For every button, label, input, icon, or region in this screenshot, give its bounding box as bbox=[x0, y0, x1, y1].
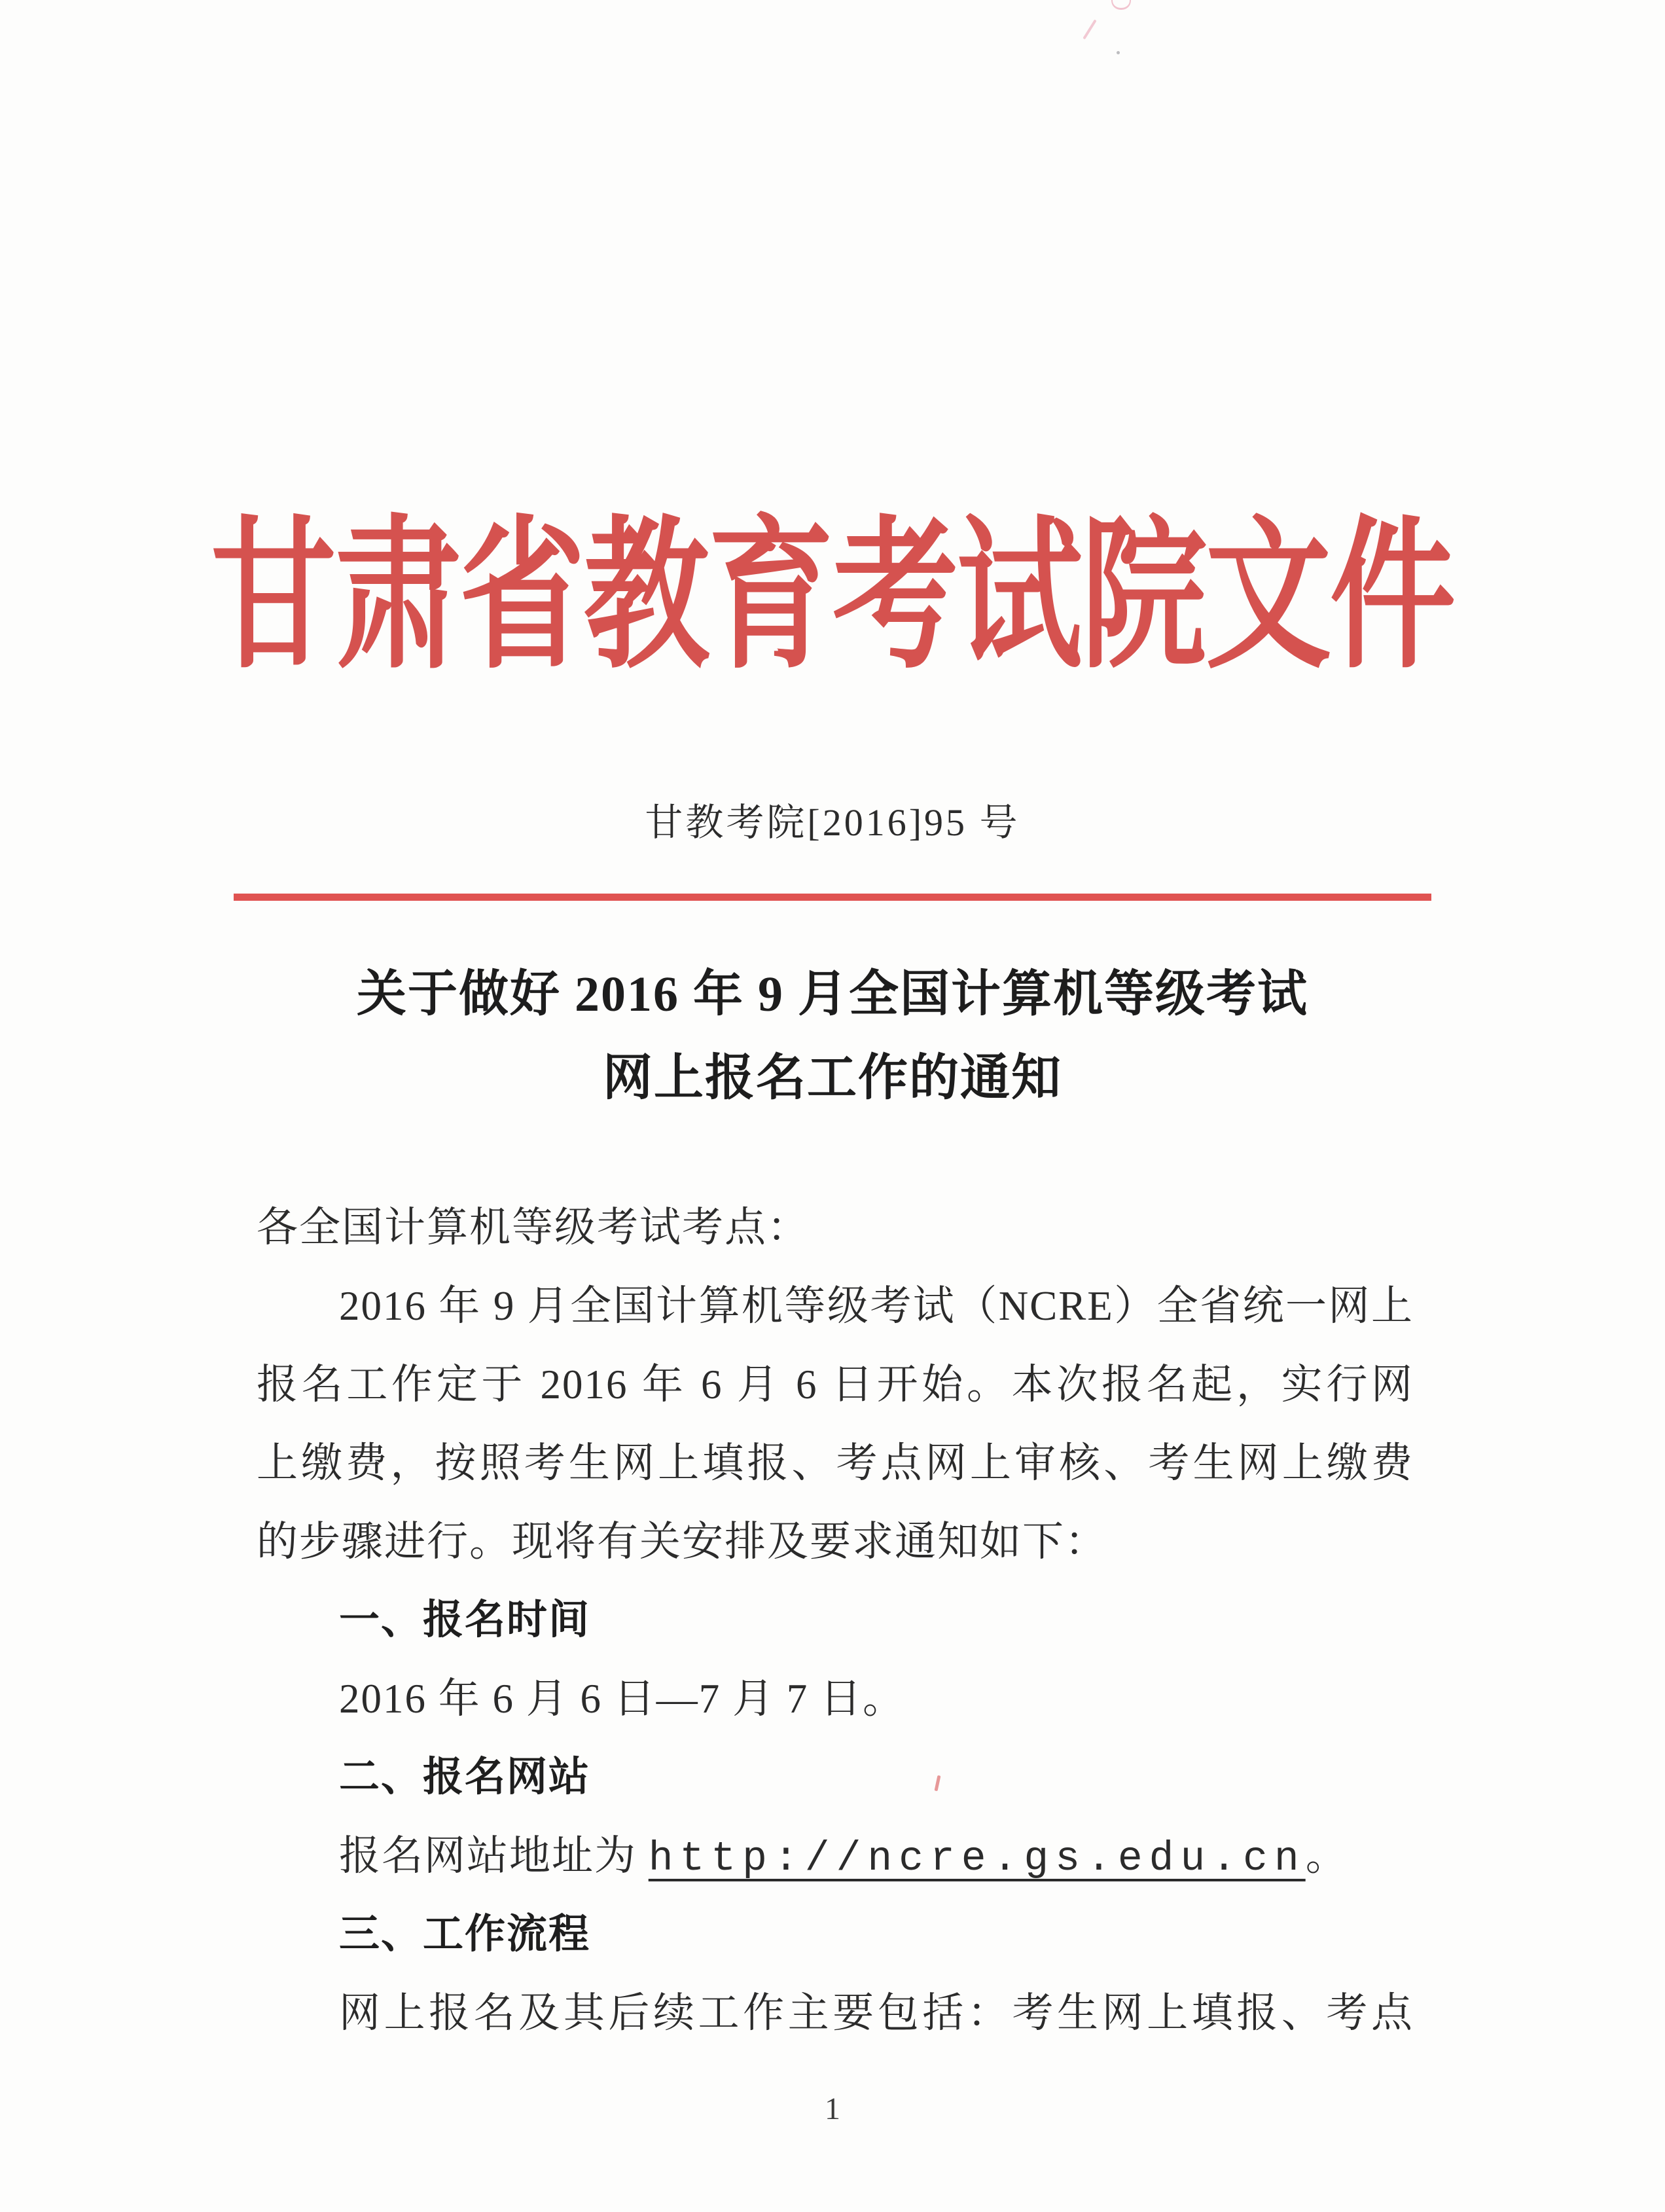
letterhead-title: 甘肃省教育考试院文件 bbox=[211, 506, 1454, 688]
section-heading-registration-time: 一、报名时间 bbox=[339, 1597, 591, 1642]
paragraph-line-4: 的步骤进行。现将有关安排及要求通知如下： bbox=[257, 1519, 1107, 1565]
page-number: 1 bbox=[825, 2092, 840, 2126]
body-text bbox=[257, 1188, 1414, 2052]
section-heading-registration-website: 二、报名网站 bbox=[339, 1754, 591, 1800]
workflow-line: 网上报名及其后续工作主要包括：考生网上填报、考点 bbox=[339, 1990, 1414, 2036]
website-line bbox=[257, 1817, 1414, 1895]
paragraph-line-1: 2016 年 9 月全国计算机等级考试（NCRE）全省统一网上 bbox=[339, 1283, 1414, 1329]
website-line-suffix: 。 bbox=[1305, 1833, 1348, 1879]
notice-title-line-2: 网上报名工作的通知 bbox=[603, 1051, 1062, 1106]
letterhead bbox=[0, 506, 1665, 688]
notice-title bbox=[0, 952, 1665, 1120]
paragraph-line-2: 报名工作定于 2016 年 6 月 6 日开始。本次报名起，实行网 bbox=[257, 1362, 1414, 1407]
section-heading-workflow: 三、工作流程 bbox=[339, 1912, 591, 1957]
website-line-prefix: 报名网站地址为 bbox=[339, 1833, 649, 1879]
scan-artifact-stroke bbox=[1083, 20, 1096, 40]
salutation-line: 各全国计算机等级考试考点： bbox=[257, 1205, 810, 1250]
scan-artifact-squiggle bbox=[1111, 0, 1131, 10]
registration-date-line: 2016 年 6 月 6 日—7 月 7 日。 bbox=[339, 1676, 905, 1722]
registration-url: http://ncre.gs.edu.cn bbox=[648, 1836, 1306, 1882]
red-divider-line bbox=[234, 894, 1431, 901]
scan-artifact-dot bbox=[1117, 51, 1120, 54]
notice-title-line-1: 关于做好 2016 年 9 月全国计算机等级考试 bbox=[357, 967, 1308, 1022]
paragraph-line-3: 上缴费，按照考生网上填报、考点网上审核、考生网上缴费 bbox=[257, 1440, 1414, 1486]
doc-number: 甘教考院[2016]95 号 bbox=[645, 801, 1020, 844]
